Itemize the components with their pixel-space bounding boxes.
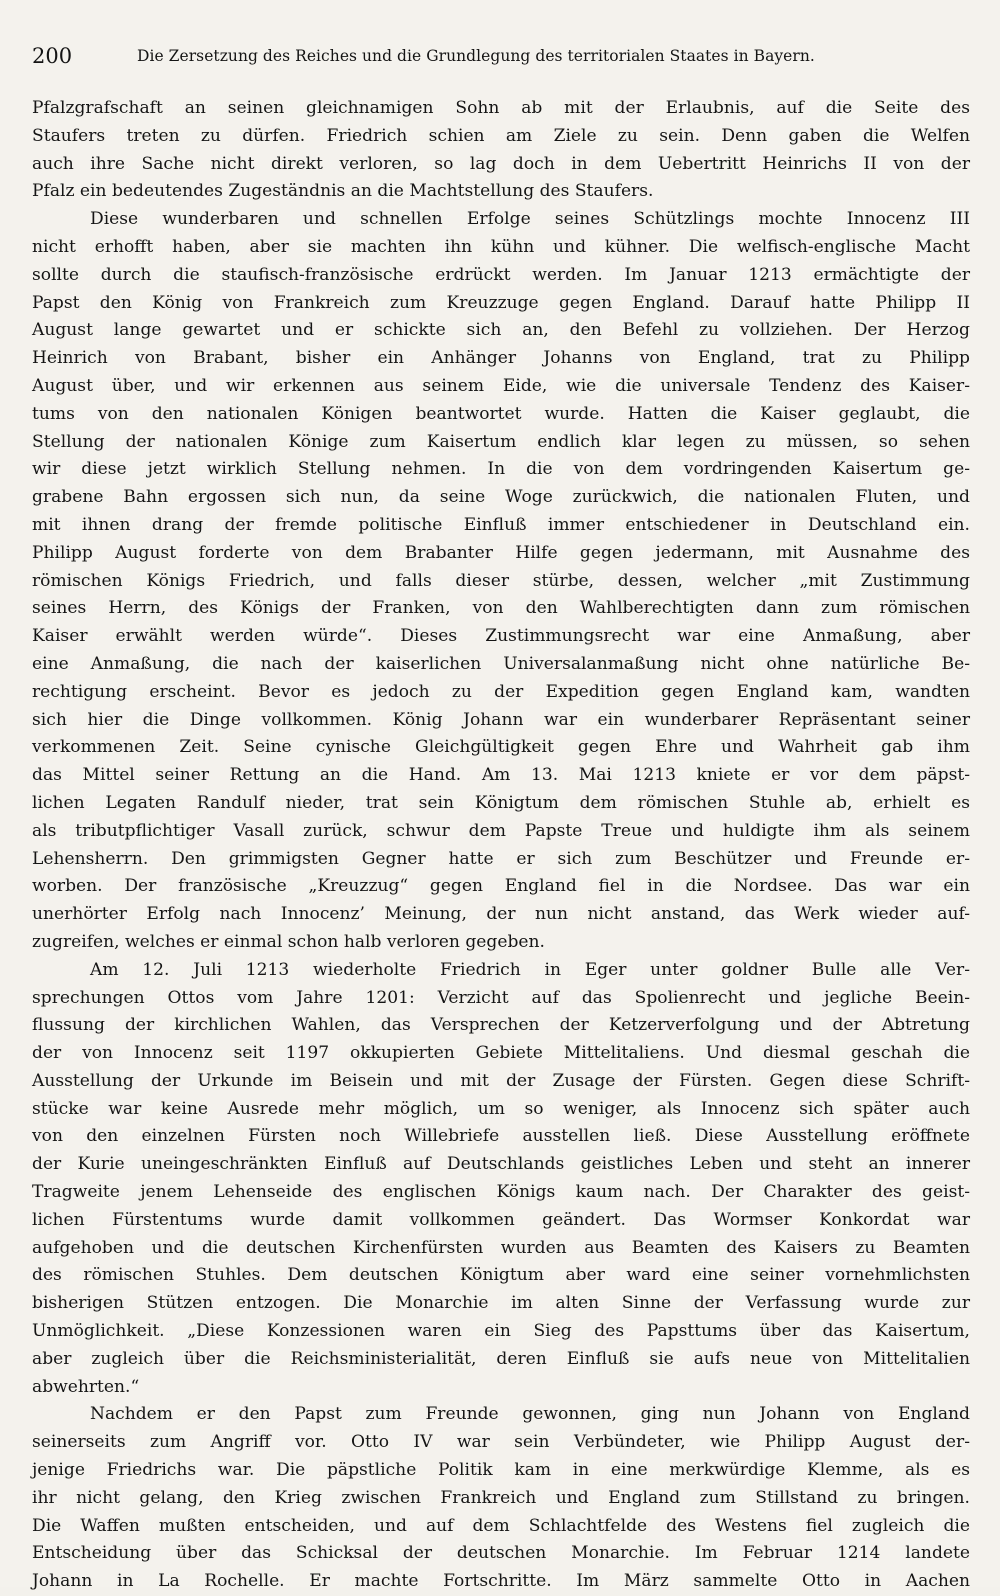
- text-line: eine Anmaßung, die nach der kaiserlichen Universalanmaßung nicht ohne natürliche Be-: [32, 653, 970, 674]
- body-text: [32, 95, 970, 1596]
- text-line: sollte durch die staufisch-französische erdrückt werden. Im Januar 1213 ermächtigte der: [32, 264, 970, 285]
- text-line: der von Innocenz seit 1197 okkupierten Gebiete Mittelitaliens. Und diesmal geschah die: [32, 1043, 970, 1064]
- text-line: Pfalz ein bedeutendes Zugeständnis an die Machtstellung des Staufers.: [32, 181, 654, 202]
- text-line: aufgehoben und die deutschen Kirchenfürsten wurden aus Beamten des Kaisers zu Beamten: [32, 1237, 970, 1258]
- text-line: Kaiser erwählt werden würde“. Dieses Zustimmungsrecht war eine Anmaßung, aber: [32, 626, 970, 647]
- text-line: von den einzelnen Fürsten noch Willebriefe ausstellen ließ. Diese Ausstellung eröffnete: [32, 1126, 970, 1147]
- text-line: verkommenen Zeit. Seine cynische Gleichgültigkeit gegen Ehre und Wahrheit gab ihm: [32, 737, 970, 758]
- text-line: auch ihre Sache nicht direkt verloren, so lag doch in dem Uebertritt Heinrichs II von der: [32, 153, 970, 174]
- text-line: das Mittel seiner Rettung an die Hand. Am 13. Mai 1213 kniete er vor dem päpst-: [32, 765, 970, 786]
- text-line: Tragweite jenem Lehenseide des englischen Königs kaum nach. Der Charakter des geist-: [32, 1182, 970, 1203]
- text-line: flussung der kirchlichen Wahlen, das Versprechen der Ketzerverfolgung und der Abtretung: [32, 1015, 970, 1036]
- text-line: nicht erhofft haben, aber sie machten ihn kühn und kühner. Die welfisch-englische Macht: [32, 236, 970, 257]
- text-line: Ausstellung der Urkunde im Beisein und mit der Zusage der Fürsten. Gegen diese Schrift-: [32, 1070, 970, 1091]
- text-line: ihr nicht gelang, den Krieg zwischen Frankreich und England zum Stillstand zu bringen.: [32, 1487, 970, 1508]
- text-line: als tributpflichtiger Vasall zurück, schwur dem Papste Treue und huldigte ihm als seinem: [32, 820, 970, 841]
- text-line: lichen Fürstentums wurde damit vollkommen geändert. Das Wormser Konkordat war: [32, 1209, 970, 1230]
- text-line: der Kurie uneingeschränkten Einfluß auf Deutschlands geistliches Leben und steht an innerer: [32, 1154, 970, 1175]
- text-line: Heinrich von Brabant, bisher ein Anhänger Johanns von England, trat zu Philipp: [32, 348, 970, 369]
- text-line: Nachdem er den Papst zum Freunde gewonnen, ging nun Johann von England: [90, 1404, 970, 1425]
- text-line: seines Herrn, des Königs der Franken, von den Wahlberechtigten dann zum römischen: [32, 598, 970, 619]
- running-title: Die Zersetzung des Reiches und die Grundlegung des territorialen Staates in Bayern.: [137, 47, 815, 65]
- text-line: Stellung der nationalen Könige zum Kaisertum endlich klar legen zu müssen, so sehen: [32, 431, 970, 452]
- text-line: Philipp August forderte von dem Brabanter Hilfe gegen jedermann, mit Ausnahme des: [32, 542, 970, 563]
- text-line: grabene Bahn ergossen sich nun, da seine Woge zurückwich, die nationalen Fluten, und: [32, 487, 970, 508]
- text-line: lichen Legaten Randulf nieder, trat sein Königtum dem römischen Stuhle ab, erhielt es: [32, 792, 970, 813]
- text-line: jenige Friedrichs war. Die päpstliche Politik kam in eine merkwürdige Klemme, als es: [32, 1460, 970, 1481]
- text-line: bisherigen Stützen entzogen. Die Monarchie im alten Sinne der Verfassung wurde zur: [32, 1293, 970, 1314]
- text-line: Lehensherrn. Den grimmigsten Gegner hatte er sich zum Beschützer und Freunde er-: [32, 848, 970, 869]
- text-line: stücke war keine Ausrede mehr möglich, um so weniger, als Innocenz sich später auch: [32, 1098, 970, 1119]
- text-line: abwehrten.“: [32, 1376, 140, 1397]
- text-line: rechtigung erscheint. Bevor es jedoch zu der Expedition gegen England kam, wandten: [32, 681, 970, 702]
- text-line: Unmöglichkeit. „Diese Konzessionen waren ein Sieg des Papsttums über das Kaisertum,: [32, 1321, 970, 1342]
- text-line: Papst den König von Frankreich zum Kreuzzuge gegen England. Darauf hatte Philipp II: [32, 292, 970, 313]
- page-header: [32, 40, 970, 76]
- page-number: 200: [32, 44, 73, 68]
- text-line: Am 12. Juli 1213 wiederholte Friedrich in Eger unter goldner Bulle alle Ver-: [90, 959, 970, 980]
- text-line: wir diese jetzt wirklich Stellung nehmen. In die von dem vordringenden Kaisertum ge-: [32, 459, 970, 480]
- text-line: mit ihnen drang der fremde politische Einfluß immer entschiedener in Deutschland ein.: [32, 514, 970, 535]
- text-line: römischen Königs Friedrich, und falls dieser stürbe, dessen, welcher „mit Zustimmung: [32, 570, 970, 591]
- text-line: Entscheidung über das Schicksal der deutschen Monarchie. Im Februar 1214 landete: [32, 1543, 970, 1564]
- text-line: Johann in La Rochelle. Er machte Fortschritte. Im März sammelte Otto in Aachen: [32, 1571, 970, 1592]
- text-line: zugreifen, welches er einmal schon halb verloren gegeben.: [32, 931, 545, 952]
- text-line: aber zugleich über die Reichsministerialität, deren Einfluß sie aufs neue von Mittelitalien: [32, 1348, 970, 1369]
- text-line: sich hier die Dinge vollkommen. König Johann war ein wunderbarer Repräsentant seiner: [32, 709, 970, 730]
- text-line: Staufers treten zu dürfen. Friedrich schien am Ziele zu sein. Denn gaben die Welfen: [32, 125, 970, 146]
- text-line: worben. Der französische „Kreuzzug“ gegen England fiel in die Nordsee. Das war ein: [32, 876, 970, 897]
- text-line: Pfalzgrafschaft an seinen gleichnamigen Sohn ab mit der Erlaubnis, auf die Seite des: [32, 98, 970, 118]
- text-line: August über, und wir erkennen aus seinem Eide, wie die universale Tendenz des Kaiser-: [32, 375, 970, 396]
- text-line: des römischen Stuhles. Dem deutschen Königtum aber ward eine seiner vornehmlichsten: [32, 1265, 970, 1286]
- text-line: Die Waffen mußten entscheiden, und auf dem Schlachtfelde des Westens fiel zugleich die: [32, 1515, 970, 1536]
- text-line: sprechungen Ottos vom Jahre 1201: Verzicht auf das Spolienrecht und jegliche Beein-: [32, 987, 970, 1008]
- text-line: Diese wunderbaren und schnellen Erfolge seines Schützlings mochte Innocenz III: [90, 209, 970, 230]
- text-line: tums von den nationalen Königen beantwortet wurde. Hatten die Kaiser geglaubt, die: [32, 403, 970, 424]
- text-line: seinerseits zum Angriff vor. Otto IV war sein Verbündeter, wie Philipp August der-: [32, 1432, 970, 1453]
- text-line: unerhörter Erfolg nach Innocenz’ Meinung, der nun nicht anstand, das Werk wieder auf-: [32, 904, 970, 925]
- text-line: August lange gewartet und er schickte sich an, den Befehl zu vollziehen. Der Herzog: [32, 320, 970, 341]
